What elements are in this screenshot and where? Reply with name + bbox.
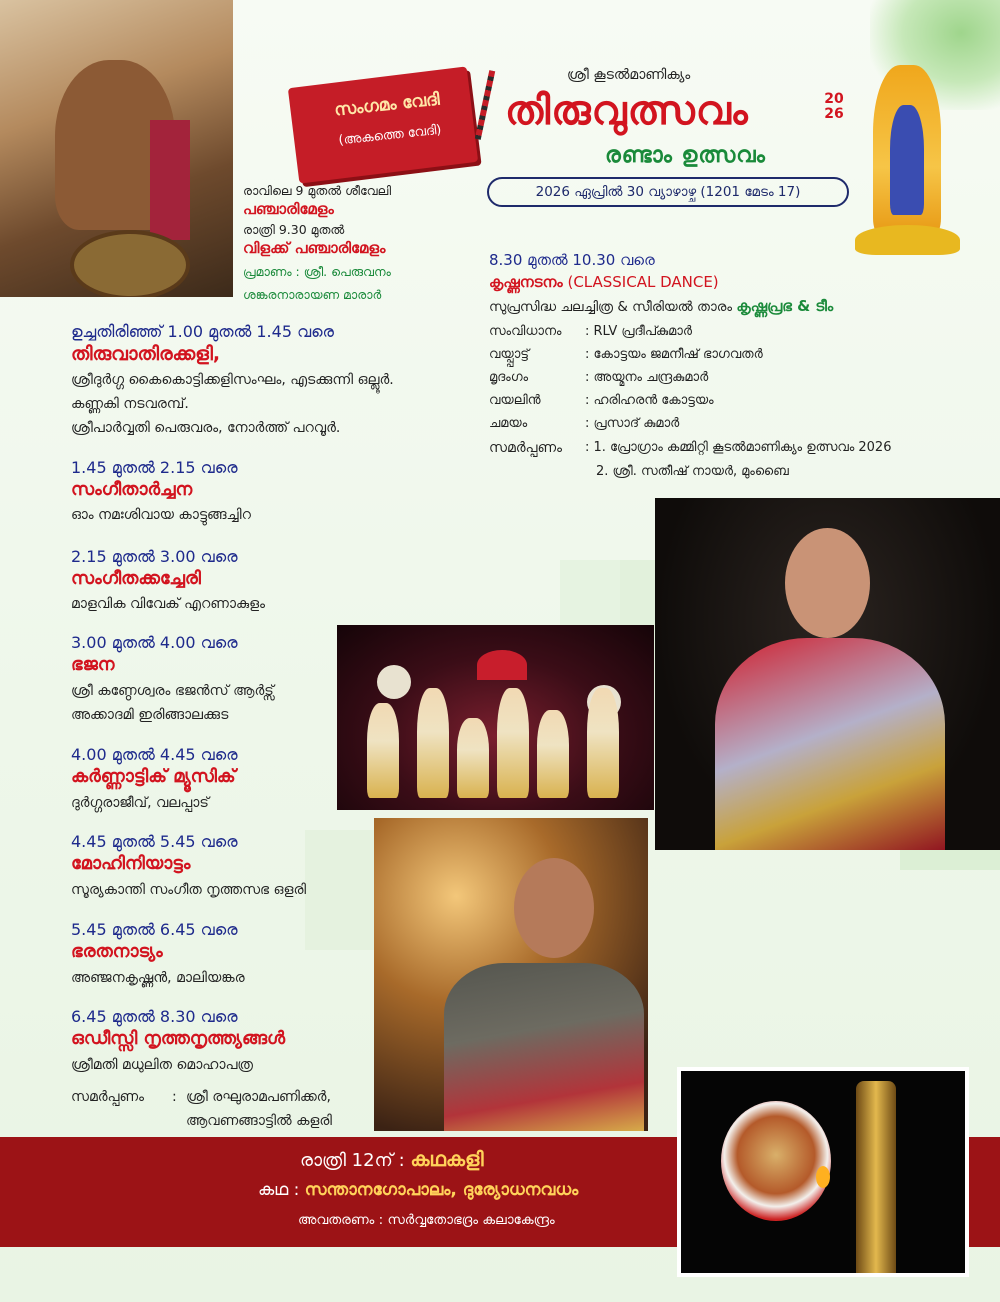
main-sponsor-label: സമർപ്പണം [489, 440, 562, 456]
schedule-info: അക്കാദമി ഇരിങ്ങാലക്കുട [71, 707, 229, 723]
schedule-time: 1.45 മുതൽ 2.15 വരെ [71, 458, 238, 477]
schedule-title: മോഹിനിയാട്ടം [71, 853, 191, 874]
main-event-time: 8.30 മുതൽ 10.30 വരെ [489, 251, 655, 269]
night-line: രാത്രി 9.30 മുതൽ [243, 222, 345, 237]
schedule-time: ഉച്ചതിരിഞ്ഞ് 1.00 മുതൽ 1.45 വരെ [71, 322, 335, 341]
main-sponsor: : 1. പ്രോഗ്രാം കമ്മിറ്റി കൂടൽമാണിക്യം ഉത്സവം 2026 [585, 440, 892, 455]
credit-value: : ഹരിഹരൻ കോട്ടയം [585, 393, 714, 408]
credit-label: ചമയം [489, 416, 528, 431]
mohiniyattam-group-photo [337, 625, 654, 810]
schedule-title: ഭരതനാട്യം [71, 941, 163, 962]
main-event-performer: സുപ്രസിദ്ധ ചലച്ചിത്ര & സീരിയൽ താരം കൃഷ്ണപ്രഭ & ടീം [489, 297, 834, 315]
schedule-info: കണ്ണകി നടവരമ്പ്. [71, 396, 189, 412]
drummer-photo [0, 0, 233, 297]
festival-year: 20 26 [824, 91, 844, 122]
schedule-time: 5.45 മുതൽ 6.45 വരെ [71, 920, 238, 939]
schedule-time: 2.15 മുതൽ 3.00 വരെ [71, 547, 238, 566]
schedule-title: ഭജന [71, 654, 115, 675]
schedule-title: കർണ്ണാട്ടിക് മ്യൂസിക് [71, 766, 236, 787]
schedule-info: സൂര്യകാന്തി സംഗീത നൃത്തസഭ ഒളരി [71, 882, 306, 898]
main-event-title: കൃഷ്ണനടനം (CLASSICAL DANCE) [489, 273, 719, 291]
dancer-with-lamp-photo [374, 818, 648, 1131]
schedule-info: മാളവിക വിവേക് എറണാകുളം [71, 596, 265, 612]
schedule-info: ഓം നമഃശിവായ കാട്ടുങ്ങച്ചിറ [71, 507, 251, 523]
lead-name: ശങ്കരനാരായണ മാരാർ [243, 287, 382, 302]
festival-title: തിരുവുത്സവം [505, 88, 749, 134]
schedule-title: ഒഡീസ്സി നൃത്തനൃത്ത്യങ്ങൾ [71, 1028, 286, 1049]
credit-label: വയ്പ്പാട്ട് [489, 347, 530, 362]
kathakali-photo [677, 1067, 969, 1277]
sponsor-label: സമർപ്പണം [71, 1089, 144, 1105]
deity-image [855, 65, 960, 255]
credit-label: സംവിധാനം [489, 324, 562, 339]
sponsor-name: ശ്രീ രഘുരാമപണിക്കർ, [186, 1089, 331, 1105]
flag-pole-icon [475, 70, 495, 140]
credit-value: : RLV പ്രദീപ്കുമാർ [585, 324, 692, 339]
background-shape [305, 830, 375, 950]
schedule-info: ശ്രീപാർവ്വതി പെരുവരം, നോർത്ത് പറവൂർ. [71, 420, 341, 436]
morning-title: പഞ്ചാരിമേളം [243, 200, 334, 218]
venue-subtitle: (അകത്തെ വേദി) [337, 122, 443, 149]
night-title: വിളക്ക് പഞ്ചാരിമേളം [243, 239, 386, 257]
schedule-time: 3.00 മുതൽ 4.00 വരെ [71, 633, 238, 652]
schedule-info: ശ്രീമതി മധുലിത മൊഹാപത്ര [71, 1057, 253, 1073]
credit-value: : കോട്ടയം ജമനീഷ് ഭാഗവതർ [585, 347, 763, 362]
kathakali-presenter: അവതരണം : സർവ്വതോഭദ്രം കലാകേന്ദ്രം [298, 1212, 555, 1228]
bharatanatyam-dancer-photo [655, 498, 1000, 850]
temple-name: ശ്രീ കൂടൽമാണിക്യം [567, 67, 691, 83]
sponsor-sep: : [172, 1089, 177, 1105]
schedule-title: സംഗീതക്കച്ചേരി [71, 568, 201, 589]
schedule-info: അഞ്ജനകൃഷ്ണൻ, മാലിയങ്കര [71, 970, 245, 986]
festival-date: 2026 ഏപ്രിൽ 30 വ്യാഴാഴ്ച (1201 മേടം 17) [487, 177, 849, 207]
lead-label: പ്രമാണം : ശ്രീ. പെരുവനം [243, 264, 391, 279]
credit-label: വയലിൻ [489, 393, 541, 408]
schedule-title: സംഗീതാർച്ചന [71, 479, 193, 500]
schedule-info: ശ്രീദുർഗ്ഗ കൈകൊട്ടിക്കളിസംഘം, എടക്കുന്നി ഒല്ലൂർ. [71, 372, 394, 388]
credit-label: മൃദംഗം [489, 370, 529, 385]
schedule-info: ശ്രീ കണ്ഠേശ്വരം ഭജൻസ് ആർട്സ് [71, 683, 274, 699]
credit-value: : പ്രസാദ് കുമാർ [585, 416, 680, 431]
sponsor-name: ആവണങ്ങാട്ടിൽ കളരി [186, 1113, 332, 1129]
schedule-info: ദുർഗ്ഗരാജീവ്, വലപ്പാട് [71, 795, 209, 811]
schedule-title: തിരുവാതിരക്കളി, [71, 343, 221, 365]
kathakali-story: കഥ : സന്താനഗോപാലം, ദുര്യോധനവധം [258, 1180, 579, 1200]
schedule-time: 6.45 മുതൽ 8.30 വരെ [71, 1007, 238, 1026]
kathakali-title: രാത്രി 12ന് : കഥകളി [300, 1147, 484, 1171]
morning-line: രാവിലെ 9 മുതൽ ശീവേലി [243, 183, 392, 198]
schedule-time: 4.45 മുതൽ 5.45 വരെ [71, 832, 238, 851]
schedule-time: 4.00 മുതൽ 4.45 വരെ [71, 745, 238, 764]
venue-title: സംഗമം വേദി [333, 89, 441, 121]
credit-value: : അയ്മനം ചന്ദ്രകുമാർ [585, 370, 709, 385]
main-sponsor: 2. ശ്രീ. സതീഷ് നായർ, മുംബൈ [596, 464, 789, 479]
festival-day: രണ്ടാം ഉത്സവം [605, 143, 766, 168]
